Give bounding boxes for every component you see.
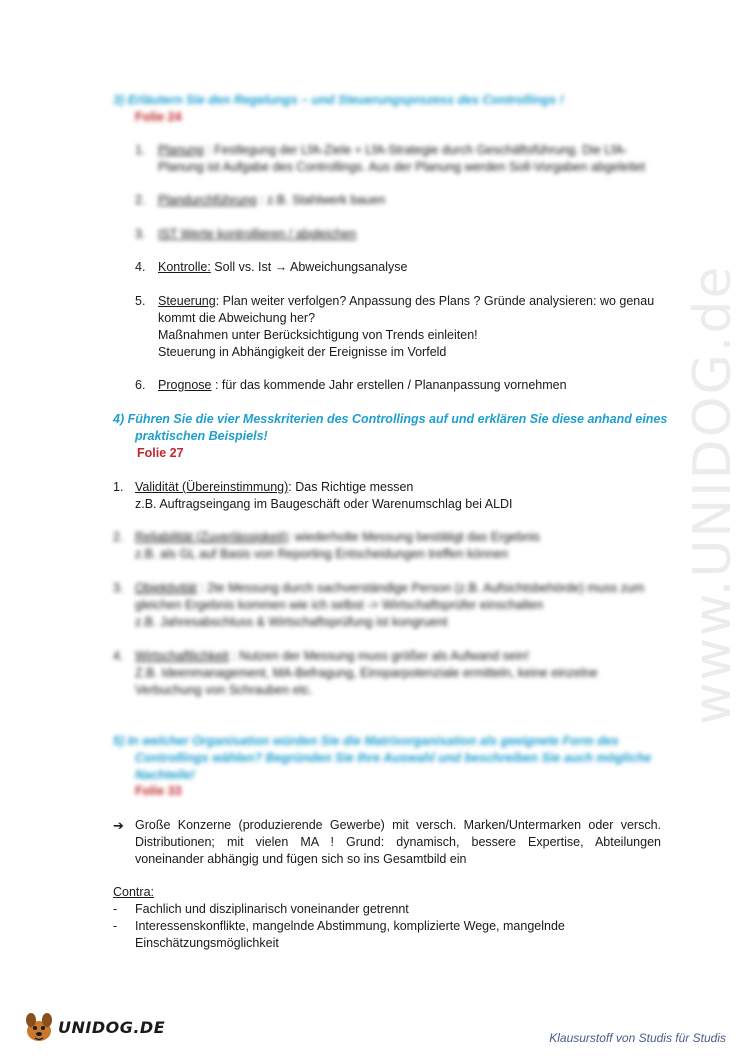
contra-item: Interessenskonflikte, mangelnde Abstimmung, komplizierte Wege, mangelnde [135, 919, 565, 933]
question-5-line2: Controllings wählen? Begründen Sie Ihre Auswahl und beschreiben Sie auch mögliche [135, 751, 652, 765]
item-text-line: kommt die Abweichung her? [158, 311, 316, 325]
item-text-line3: z.B. Jahresabschluss & Wirtschaftsprüfung ist kongruent [135, 615, 448, 629]
item-label: Steuerung [158, 294, 216, 308]
watermark: www.UNIDOG.de [683, 264, 743, 725]
item-number: 2. [113, 530, 124, 544]
list-item [135, 142, 655, 176]
item-number: 4. [113, 649, 124, 663]
question-4-line2: praktischen Beispiels! [135, 429, 268, 443]
item-text-line2: Z.B. Ideenmanagement, MA-Befragung, Einsparpotenziale ermitteln, keine einzelne [135, 666, 598, 680]
item-text: : z.B. Stahlwerk bauen [256, 193, 386, 207]
footer-text: Klausurstoff von Studis für Studis [549, 1031, 726, 1045]
item-text: : wiederholte Messung bestätigt das Ergebnis [287, 530, 541, 544]
item-number: 2. [135, 193, 146, 207]
item-text-line: Maßnahmen unter Berücksichtigung von Trends einleiten! [158, 328, 478, 342]
arrow-right-icon: ➔ [113, 818, 124, 833]
item-text-line2: z.B. als GL auf Basis von Reporting Entscheidungen treffen können [135, 547, 509, 561]
list-item [113, 529, 673, 563]
folie-27: Folie 27 [137, 446, 184, 460]
paragraph-line: Große Konzerne (produzierende Gewerbe) mit versch. Marken/Untermarken oder versch. [135, 818, 661, 832]
dog-icon [22, 1010, 56, 1044]
item-number: 3. [135, 227, 146, 241]
contra-item: Fachlich und disziplinarisch voneinander getrennt [135, 902, 409, 916]
list-item [135, 293, 655, 363]
list-item [113, 648, 673, 699]
item-text: : Festlegung der LfA-Ziele + LfA-Strategie durch Geschäftsführung. Die LfA- [203, 143, 628, 157]
item-text-line: Steuerung in Abhängigkeit der Ereignisse im Vorfeld [158, 345, 447, 359]
paragraph-line: Distributionen; mit vielen MA ! Grund: dynamisch, bessere Expertise, Abteilungen [135, 835, 661, 849]
question-4-line1: 4) Führen Sie die vier Messkriterien des Controllings auf und erklären Sie diese anhand eines [113, 412, 668, 426]
folie-24: Folie 24 [135, 110, 182, 124]
bullet-dash: - [113, 919, 118, 933]
item-text-line2: z.B. Auftragseingang im Baugeschäft oder Warenumschlag bei ALDI [135, 497, 513, 511]
item-text: : 2te Messung durch sachverständige Person (z.B. Aufsichtsbehörde) muss zum [196, 581, 645, 595]
item-label: Validität (Übereinstimmung) [135, 480, 289, 494]
item-text-line2: gleichen Ergebnis kommen wie ich selbst -> Wirtschaftsprüfer einschalten [135, 598, 544, 612]
question-5-line3: Nachteile! [135, 768, 195, 782]
item-label: Kontrolle: [158, 260, 211, 274]
contra-heading: Contra: [113, 885, 154, 899]
paragraph-line: voneinander abhängig und fügen sich so ins Gesamtbild ein [135, 852, 467, 866]
question-5-line1: 5) In welcher Organisation würden Sie die Matrixorganisation als geeignete Form des [113, 734, 619, 748]
question-3: 3) Erläutern Sie den Regelungs – und Steuerungsprozess des Controllings ! [113, 93, 564, 107]
item-number: 5. [135, 294, 146, 308]
list-item [113, 479, 673, 513]
item-label: Objektivität [135, 581, 197, 595]
item-label: Planung [158, 143, 204, 157]
item-text: : Nutzen der Messung muss größer als Aufwand sein! [228, 649, 529, 663]
item-label: Wirtschaftlichkeit [135, 649, 229, 663]
logo-text: UNIDOG.DE [58, 1018, 166, 1037]
contra-item-line2: Einschätzungsmöglichkeit [135, 936, 279, 950]
item-text: : Das Richtige messen [288, 480, 414, 494]
item-label: Reliabilität (Zuverlässigkeit) [135, 530, 288, 544]
list-item [113, 901, 673, 918]
item-number: 1. [113, 480, 124, 494]
item-label: Plandurchführung [158, 193, 257, 207]
item-text: Soll vs. Ist → Abweichungsanalyse [210, 260, 408, 274]
list-item [113, 918, 673, 952]
item-number: 6. [135, 378, 146, 392]
list-item [113, 580, 673, 631]
item-text: : für das kommende Jahr erstellen / Plananpassung vornehmen [211, 378, 567, 392]
item-number: 3. [113, 581, 124, 595]
item-label: Prognose [158, 378, 212, 392]
item-text: : Plan weiter verfolgen? Anpassung des Plans ? Gründe analysieren: wo genau [215, 294, 655, 308]
item-label: IST Werte kontrollieren / abgleichen [158, 227, 357, 241]
item-text-line3: Verbuchung von Schrauben etc. [135, 683, 313, 697]
folie-33: Folie 33 [135, 784, 182, 798]
arrow-paragraph [113, 817, 661, 868]
item-text-line2: Planung ist Aufgabe des Controllings. Aus der Planung werden Soll-Vorgaben abgeleitet [158, 160, 646, 174]
bullet-dash: - [113, 902, 118, 916]
item-number: 1. [135, 143, 146, 157]
item-number: 4. [135, 260, 146, 274]
